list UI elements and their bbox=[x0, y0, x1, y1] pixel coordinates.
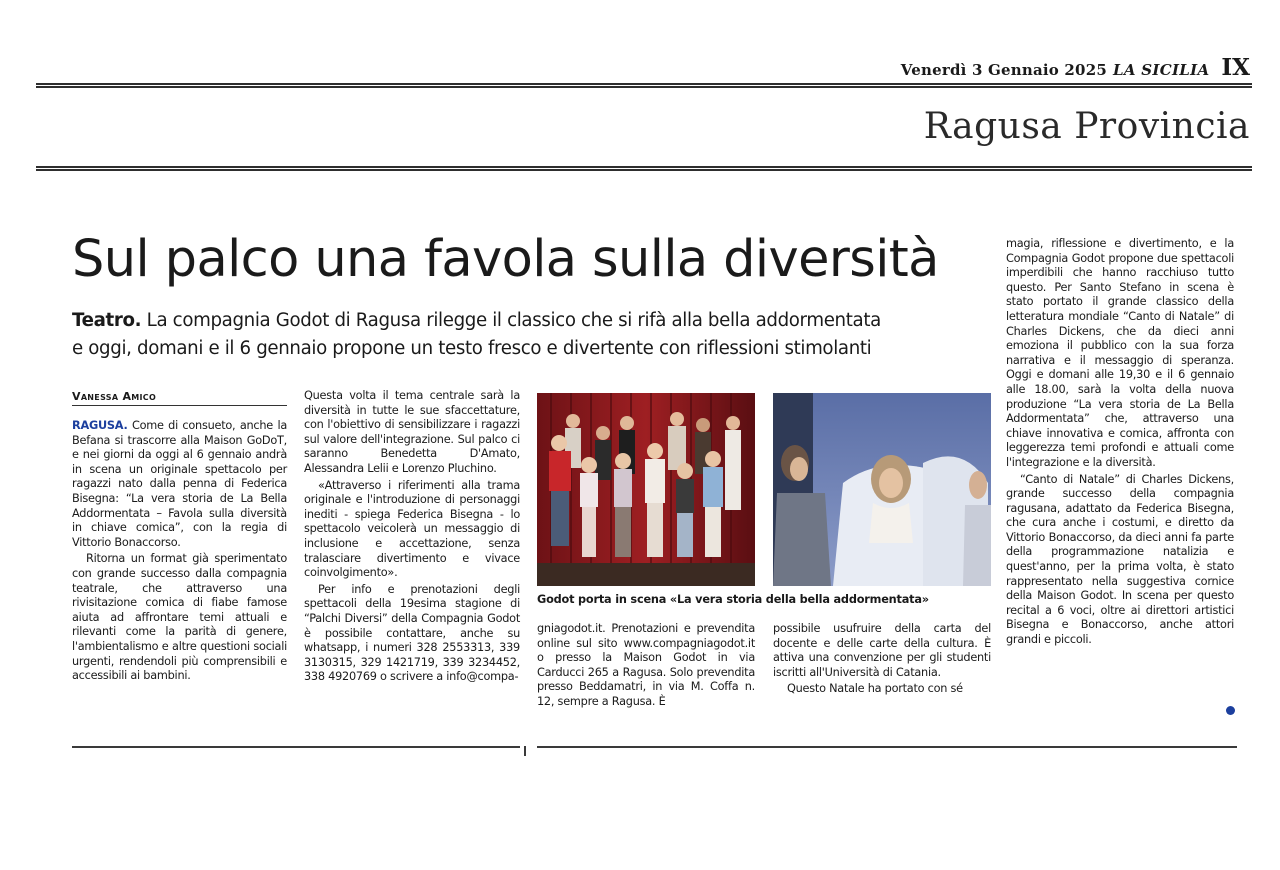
column-4-paragraph-1: possibile usufruire della carta del docente e delle carte della cultura. È attiva una convenzione per gli studenti iscritti all'Università di Catania. bbox=[773, 622, 991, 679]
article-column-1 bbox=[72, 419, 287, 684]
newspaper-name: LA SICILIA bbox=[1112, 61, 1210, 79]
stage-scene-photo bbox=[773, 393, 991, 586]
column-2-paragraph-2: «Attraverso i riferimenti alla trama originale e l'introduzione di personaggi inediti - spiega Federica Bisegna - lo spettacolo veicolerà un messaggio di inclusione e accettazione, senza tralasciare divertimento e vivace coinvolgimento». bbox=[304, 478, 520, 580]
column-2-paragraph-3: Per info e prenotazioni degli spettacoli della 19esima stagione di “Palchi Diversi” della Compagnia Godot è possibile contattare, anche su whatsapp, i numeri 328 2553313, 339 3130315, 329 1421719, 339 3234452, 338 4920769 o scrivere a info@compa- bbox=[304, 582, 520, 684]
article-column-2 bbox=[304, 389, 520, 685]
masthead bbox=[901, 54, 1250, 81]
column-4-paragraph-2: Questo Natale ha portato con sé bbox=[787, 682, 963, 696]
article-column-4 bbox=[773, 622, 991, 697]
issue-date: Venerdì 3 Gennaio 2025 bbox=[900, 61, 1107, 79]
dateline-city: RAGUSA. bbox=[72, 419, 128, 432]
section-rule bbox=[36, 166, 1252, 171]
column-5-paragraph-2: “Canto di Natale” di Charles Dickens, grande successo della compagnia ragusana, adattato da Federica Bisegna, che cura anche i costumi, e diretto da Vittorio Bonaccorso, da dieci anni fa parte della programmazione natalizia e quest'anno, per la prima volta, è stato rappresentato nella suggestiva cornice della Maison Godot. In scena per questo recital a 6 voci, oltre ai direttori artistici Bisegna e Bonaccorso, anche attori grandi e piccoli. bbox=[1006, 472, 1234, 647]
bottom-rule-divider bbox=[524, 746, 526, 756]
section-title: Ragusa Provincia bbox=[923, 106, 1250, 147]
stage-group-photo bbox=[537, 393, 755, 586]
deck-kicker: Teatro. bbox=[72, 310, 142, 331]
column-1-paragraph-2: Ritorna un format già sperimentato con grande successo dalla compagnia teatrale, che attraverso una rivisitazione comica di fiabe famose aiuta ad affrontare temi attuali e rilevanti come la parità di genere, l'ambientalismo e altre questioni sociali urgenti, rendendoli più comprensibili e accessibili ai bambini. bbox=[72, 552, 287, 683]
article-column-5 bbox=[1006, 237, 1234, 648]
article-headline: Sul palco una favola sulla diversità bbox=[72, 230, 939, 289]
page-number: IX bbox=[1221, 54, 1250, 81]
article-end-mark bbox=[1226, 706, 1235, 715]
column-3-paragraph-1: gniagodot.it. Prenotazioni e prevendita online sul sito www.compagniagodot.it o presso la Maison Godot in via Carducci 265 a Ragusa. Solo prevendita presso Beddamatri, in via M. Coffa n. 12, sempre a Ragusa. È bbox=[537, 622, 755, 708]
byline-rule bbox=[72, 405, 287, 406]
bottom-rule-right bbox=[537, 746, 1237, 748]
column-5-paragraph-1: magia, riflessione e divertimento, e la Compagnia Godot propone due spettacoli imperdibili che hanno racchiuso tutto questo. Per Santo Stefano in scena è stato portato il grande classico della letteratura mondiale “Canto di Natale” di Charles Dickens, che da dieci anni emoziona il pubblico con la sua forza narrativa e il messaggio di speranza. Oggi e domani alle 19,30 e il 6 gennaio alle 18.00, sarà la volta della nuova produzione “La vera storia de La Bella Addormentata” che, attraverso una chiave innovativa e comica, affronta con leggerezza temi profondi e attuali come l'integrazione e la diversità. bbox=[1006, 237, 1234, 469]
bottom-rule-left bbox=[72, 746, 520, 748]
photo-caption: Godot porta in scena «La vera storia della bella addormentata» bbox=[537, 593, 929, 606]
deck-line-2: e oggi, domani e il 6 gennaio propone un testo fresco e divertente con riflessioni stimolanti bbox=[72, 338, 872, 359]
column-1-paragraph-1: RAGUSA. Come di consueto, anche la Befana si trascorre alla Maison GoDoT, e nei giorni da oggi al 6 gennaio andrà in scena un originale spettacolo per ragazzi nato dalla penna di Federica Bisegna: “La vera storia de La Bella Addormentata – Favola sulla diversità in chiave comica”, con la regia di Vittorio Bonaccorso. bbox=[72, 419, 287, 549]
deck-line-1: La compagnia Godot di Ragusa rilegge il classico che si rifà alla bella addormentata bbox=[146, 310, 881, 331]
article-deck bbox=[72, 307, 992, 363]
byline: Vanessa Amico bbox=[72, 390, 157, 403]
masthead-rule bbox=[36, 83, 1252, 88]
column-2-paragraph-1: Questa volta il tema centrale sarà la diversità in tutte le sue sfaccettature, con l'obiettivo di sensibilizzare i ragazzi sul valore dell'integrazione. Sul palco ci saranno Benedetta D'Amato, Alessandra Lelii e Lorenzo Pluchino. bbox=[304, 389, 520, 475]
article-column-3 bbox=[537, 622, 755, 710]
